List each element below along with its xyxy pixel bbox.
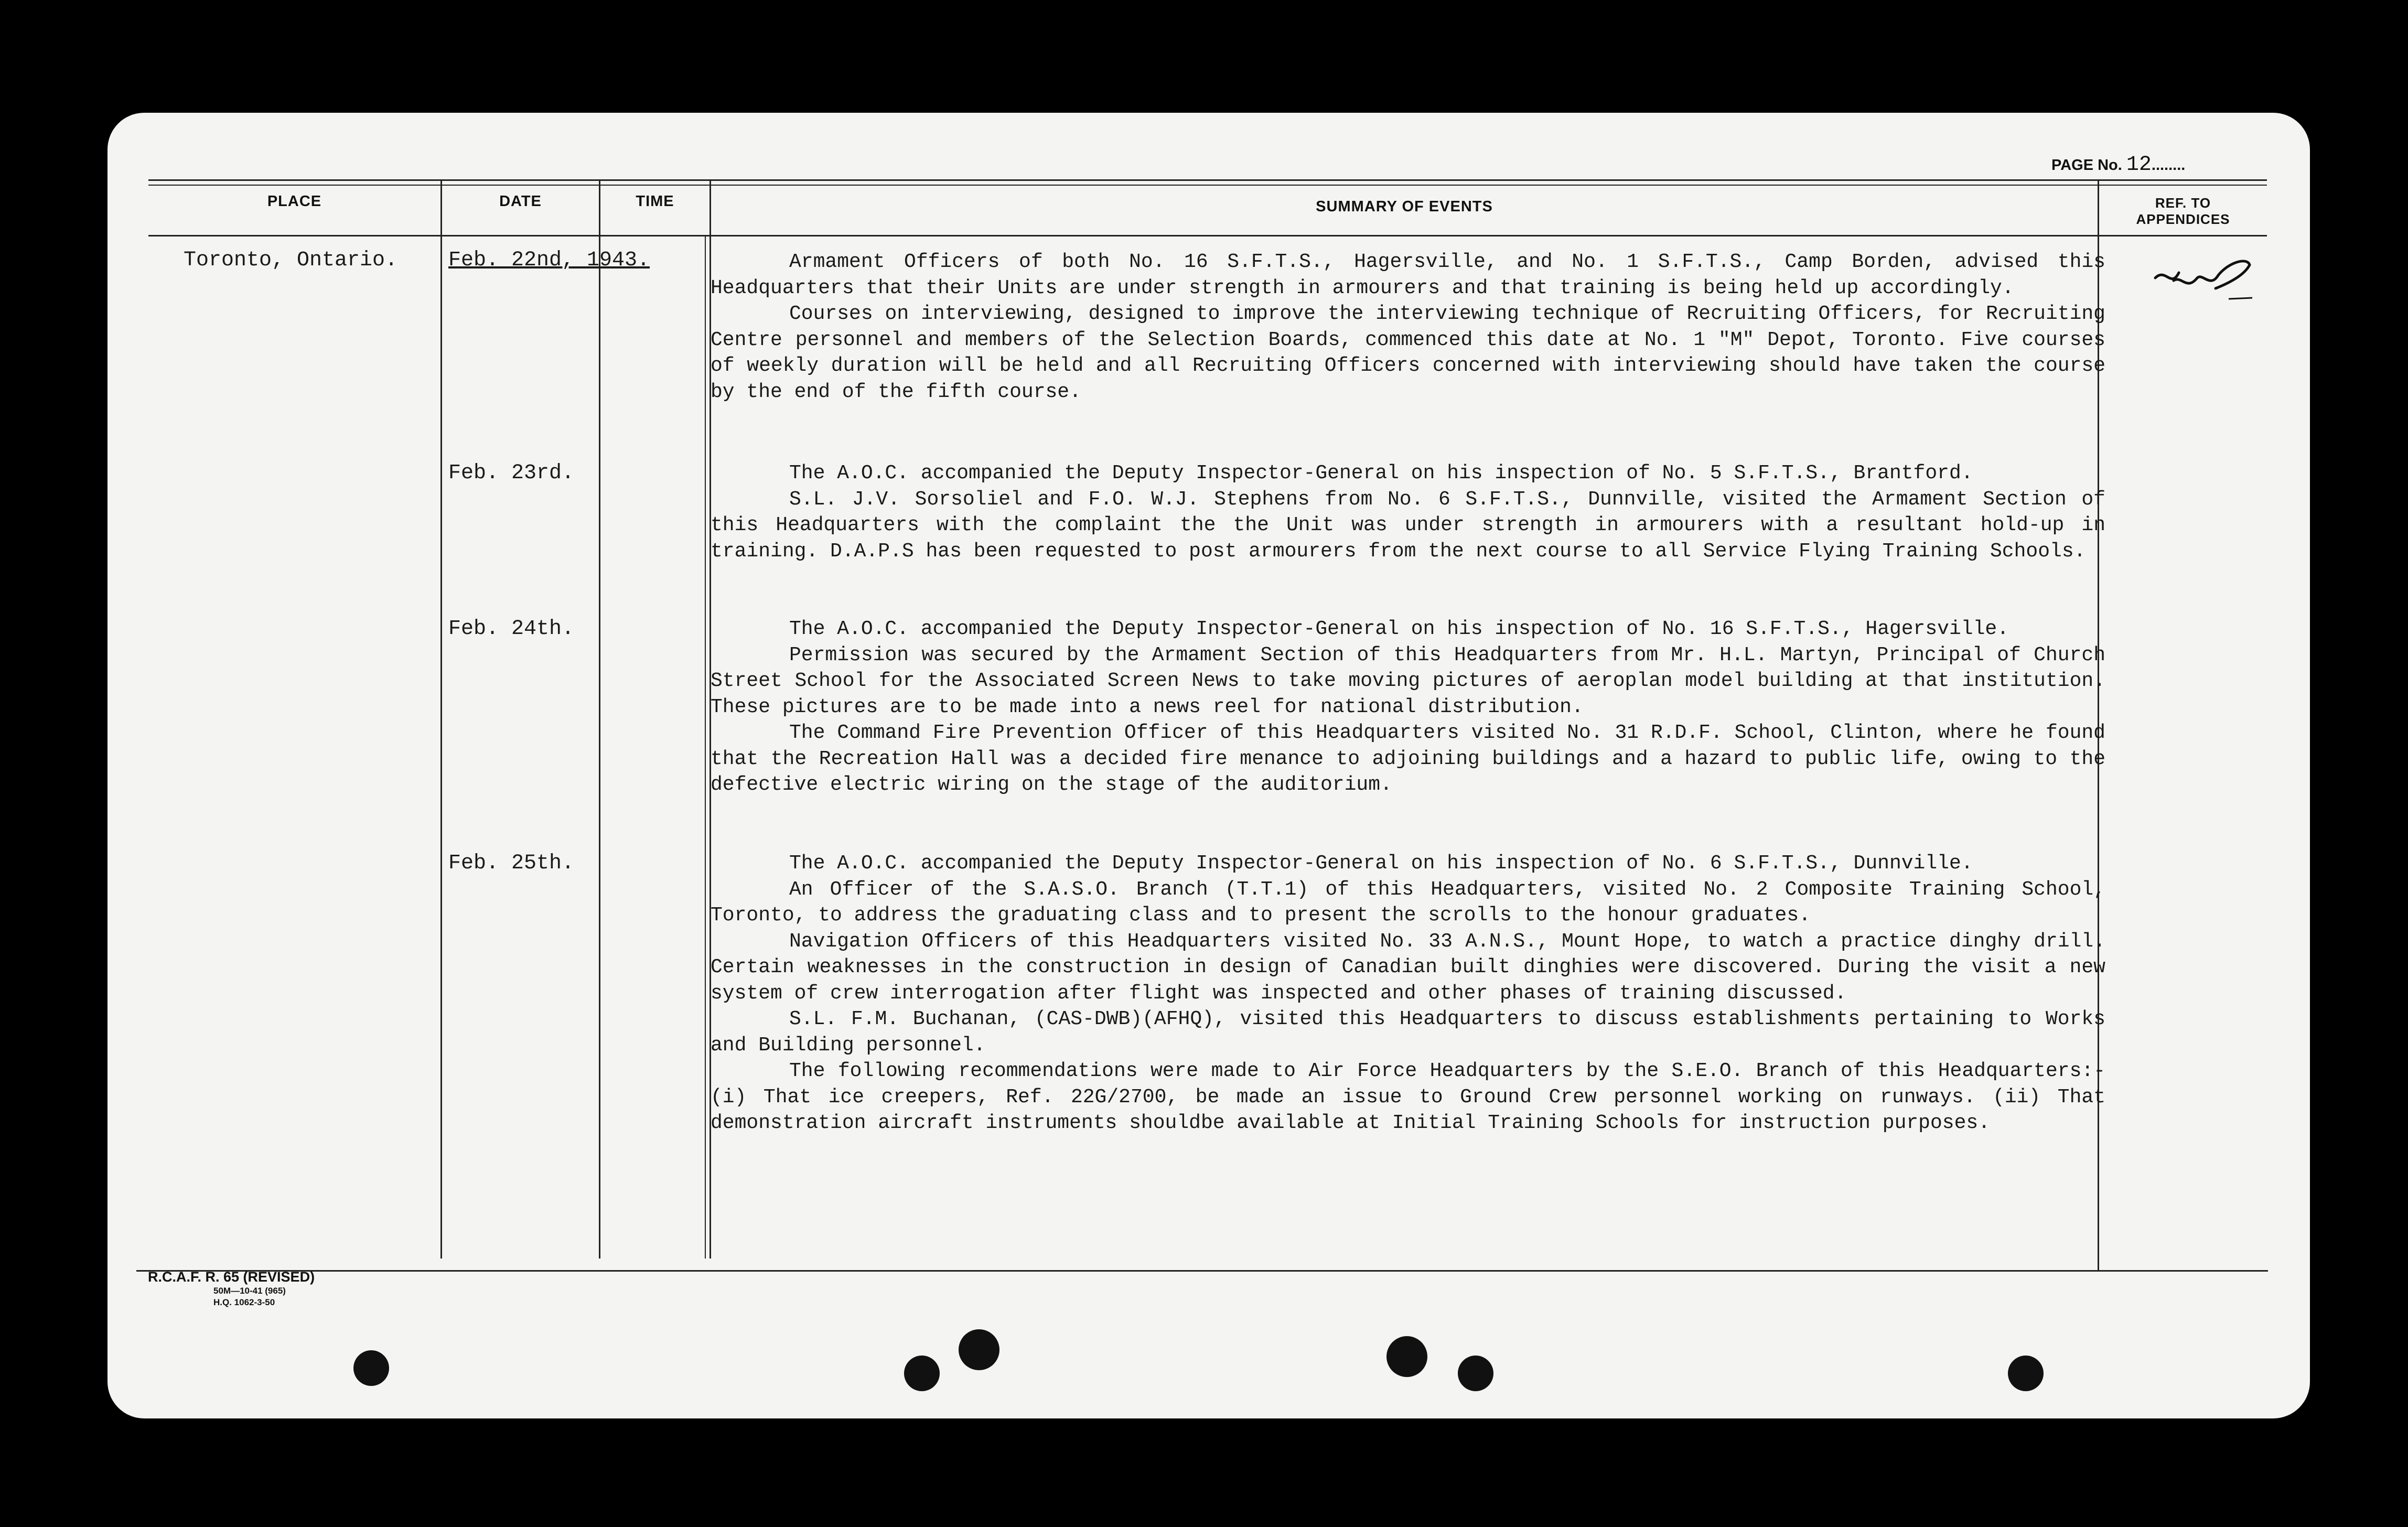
- date-feb-24: Feb. 24th.: [448, 617, 575, 641]
- entry-feb-24: [711, 616, 2105, 798]
- form-hq-reference: H.Q. 1062-3-50: [213, 1297, 275, 1307]
- page-number: [2051, 153, 2185, 177]
- place-text: Toronto, Ontario.: [184, 249, 398, 272]
- entry-paragraph: [711, 929, 2105, 1007]
- column-divider-place-date: [440, 181, 442, 1259]
- entry-paragraph: [711, 616, 2105, 642]
- handwritten-initials-mark: [2150, 252, 2255, 309]
- top-rule: [148, 179, 2267, 181]
- header-summary: SUMMARY OF EVENTS: [1316, 198, 1493, 215]
- entry-paragraph: [711, 720, 2105, 798]
- entry-paragraph-text: Navigation Officers of this Headquarters visited No. 33 A.N.S., Mount Hope, to watch a practice dinghy drill. Certain weaknesses in the construction in design of Canadian built dinghies were discovered. During the visit a new system of crew interrogation after flight was inspected and other phases of training discussed.: [711, 930, 2105, 1005]
- page-number-dots: ........: [2151, 157, 2186, 174]
- entry-feb-23: [711, 460, 2105, 564]
- entry-paragraph: [711, 877, 2105, 929]
- date-feb-22: Feb. 22nd, 1943.: [448, 249, 650, 272]
- entry-paragraph-text: The A.O.C. accompanied the Deputy Inspector-General on his inspection of No. 5 S.F.T.S., Brantford.: [789, 462, 1973, 485]
- entry-feb-25: [711, 851, 2105, 1136]
- form-number: R.C.A.F. R. 65 (REVISED): [148, 1269, 315, 1285]
- entry-paragraph-text: An Officer of the S.A.S.O. Branch (T.T.1) of this Headquarters, visited No. 2 Composite Training School, Toronto, to address the graduating class and to present the scrolls to the honour graduates.: [711, 878, 2105, 927]
- punch-hole: [1386, 1336, 1427, 1377]
- entry-paragraph-text: The A.O.C. accompanied the Deputy Inspector-General on his inspection of No. 6 S.F.T.S., Dunnville.: [789, 852, 1973, 875]
- date-feb-23: Feb. 23rd.: [448, 461, 575, 485]
- bottom-rule: [136, 1270, 2268, 1272]
- page-number-value: 12: [2126, 153, 2152, 177]
- entry-paragraph-text: Permission was secured by the Armament Section of this Headquarters from Mr. H.L. Martyn, Principal of Church Street School for the Associated Screen News to take moving pictures of aeroplan model building at that institution. These pictures are to be made into a news reel for national distribution.: [711, 643, 2105, 718]
- entry-paragraph-text: The A.O.C. accompanied the Deputy Inspector-General on his inspection of No. 16 S.F.T.S., Hagersville.: [789, 618, 2009, 640]
- header-date: DATE: [499, 193, 542, 210]
- entry-paragraph-text: Armament Officers of both No. 16 S.F.T.S., Hagersville, and No. 1 S.F.T.S., Camp Borden, advised this Headquarters that their Units are under strength in armourers and that training is being held up accordingly.: [711, 251, 2105, 299]
- entry-paragraph: [711, 851, 2105, 877]
- entry-paragraph-text: S.L. F.M. Buchanan, (CAS-DWB)(AFHQ), visited this Headquarters to discuss establishments pertaining to Works and Building personnel.: [711, 1008, 2105, 1057]
- entry-paragraph-text: Courses on interviewing, designed to improve the interviewing technique of Recruiting Officers, for Recruiting Centre personnel and members of the Selection Boards, commenced this date at No. 1 "M" Depot, Toronto. Five courses of weekly duration will be held and all Recruiting Officers concerned with interviewing should have taken the course by the end of the fifth course.: [711, 303, 2105, 403]
- entry-paragraph: [711, 1006, 2105, 1058]
- punch-hole: [1458, 1356, 1493, 1391]
- entry-feb-22: [711, 249, 2105, 405]
- entry-paragraph: [711, 249, 2105, 301]
- punch-hole: [353, 1350, 389, 1386]
- header-ref-appendices: REF. TO APPENDICES: [2136, 195, 2230, 227]
- entry-paragraph: [711, 487, 2105, 565]
- page-number-label: PAGE No.: [2051, 157, 2122, 174]
- entry-paragraph-text: S.L. J.V. Sorsoliel and F.O. W.J. Stephens from No. 6 S.F.T.S., Dunnville, visited the Armament Section of this Headquarters with the complaint the the Unit was under strength in armourers with a resultant hold-up in training. D.A.P.S has been requested to post armourers from the next course to all Service Flying Training Schools.: [711, 488, 2105, 563]
- header-bottom-rule: [148, 235, 2267, 236]
- column-divider-time-summary-inner: [705, 236, 706, 1259]
- entry-paragraph: [711, 460, 2105, 487]
- column-divider-date-time: [599, 181, 600, 1259]
- date-feb-25: Feb. 25th.: [448, 852, 575, 875]
- entry-paragraph: [711, 301, 2105, 405]
- entry-paragraph: [711, 642, 2105, 721]
- header-time: TIME: [636, 193, 674, 210]
- top-rule-second: [148, 185, 2267, 186]
- header-place: PLACE: [267, 193, 322, 210]
- punch-hole: [959, 1329, 999, 1370]
- punch-hole: [904, 1356, 940, 1391]
- entry-paragraph-text: The Command Fire Prevention Officer of this Headquarters visited No. 31 R.D.F. School, Clinton, where he found that the Recreation Hall was a decided fire menance to adjoining buildings and a hazard to public life, owing to the defective electric wiring on the stage of the auditorium.: [711, 722, 2105, 796]
- entry-paragraph-text: The following recommendations were made to Air Force Headquarters by the S.E.O. Branch of this Headquarters:- (i) That ice creepers, Ref. 22G/2700, be made an issue to Ground Crew personnel working on runways. (ii) That demonstration aircraft instruments shouldbe available at Initial Training Schools for instruction purposes.: [711, 1060, 2105, 1134]
- form-identification: [148, 1269, 315, 1308]
- entry-paragraph: [711, 1058, 2105, 1136]
- punch-hole: [2008, 1356, 2044, 1391]
- form-print-run: 50M—10-41 (965): [213, 1286, 286, 1296]
